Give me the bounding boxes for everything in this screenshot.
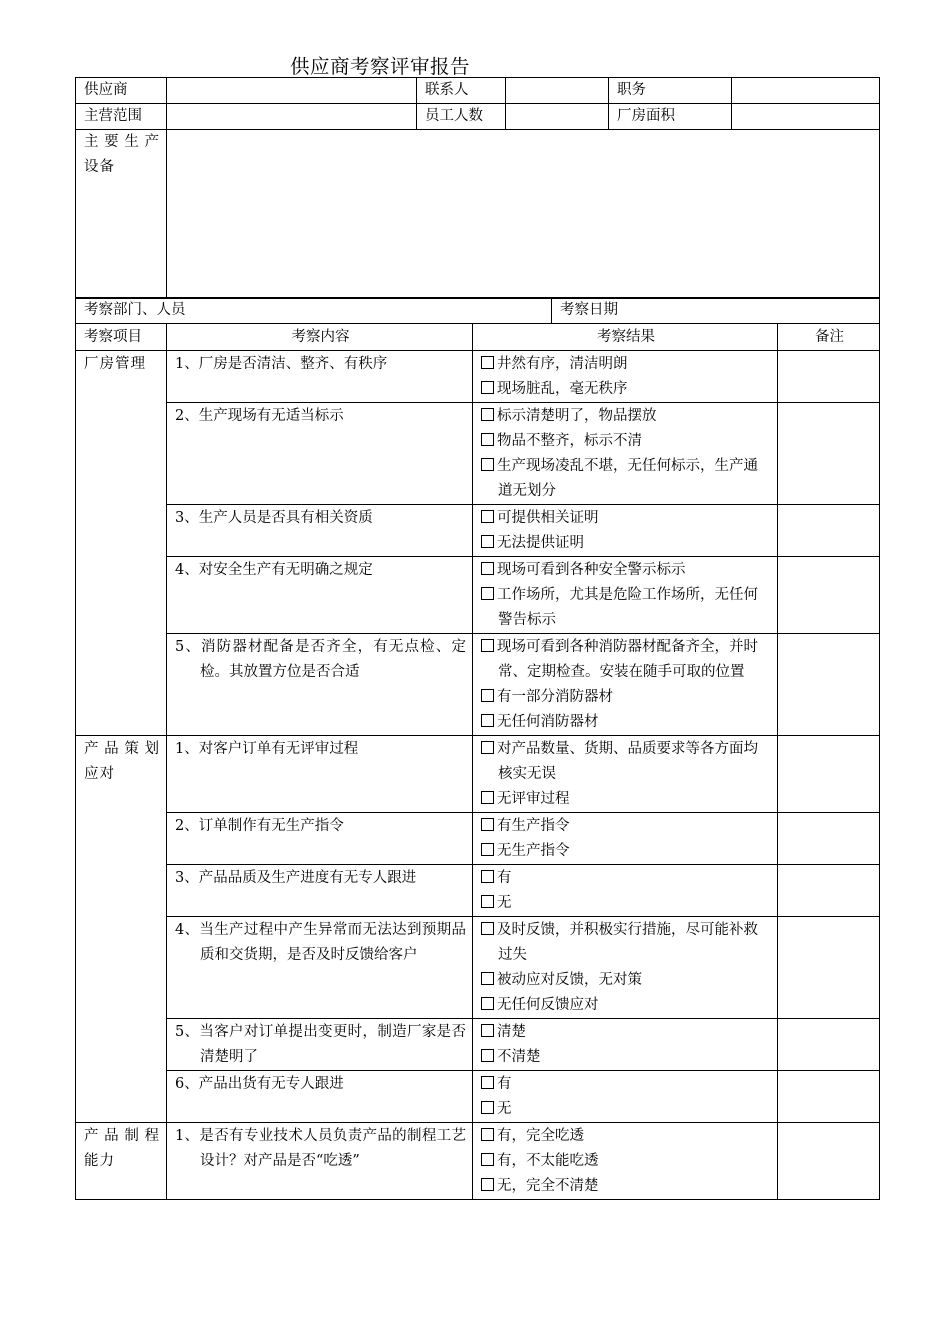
staff-count-label: 员工人数	[417, 104, 506, 130]
inspection-content	[167, 1071, 473, 1123]
result-option[interactable]	[481, 583, 771, 633]
remark-field[interactable]	[778, 1071, 880, 1123]
contact-label: 联系人	[417, 78, 506, 104]
inspection-content-text: 4、对安全生产有无明确之规定	[175, 562, 373, 578]
result-option-label: 物品不整齐，标示不清	[497, 433, 642, 449]
business-scope-label: 主营范围	[76, 104, 167, 130]
result-option-label: 有	[497, 870, 512, 886]
table-row	[76, 403, 880, 505]
col-header-item: 考察项目	[76, 324, 167, 351]
inspection-content	[167, 505, 473, 557]
result-option[interactable]	[481, 506, 771, 531]
inspection-result	[473, 505, 778, 557]
inspection-result	[473, 1123, 778, 1200]
result-option[interactable]	[481, 352, 771, 377]
result-option-label: 井然有序，清洁明朗	[497, 356, 628, 372]
inspection-content	[167, 917, 473, 1019]
staff-count-field[interactable]	[506, 104, 609, 130]
result-option[interactable]	[481, 685, 771, 710]
result-option[interactable]	[481, 993, 771, 1018]
checkbox-icon[interactable]	[481, 562, 494, 575]
inspection-content	[167, 865, 473, 917]
result-option[interactable]	[481, 1097, 771, 1122]
section-name	[76, 736, 167, 1123]
inspection-result	[473, 351, 778, 403]
inspection-content	[167, 557, 473, 634]
table-row	[76, 557, 880, 634]
checkbox-icon[interactable]	[481, 895, 494, 908]
position-field[interactable]	[732, 78, 880, 104]
table-row	[76, 917, 880, 1019]
result-option-label: 对产品数量、货期、品质要求等各方面均核实无误	[497, 741, 758, 782]
result-option-label: 无	[497, 895, 512, 911]
result-option-label: 现场可看到各种安全警示标示	[497, 562, 686, 578]
inspection-content-text: 4、当生产过程中产生异常而无法达到预期品质和交货期，是否及时反馈给客户	[175, 922, 466, 963]
result-option[interactable]	[481, 558, 771, 583]
checkbox-icon[interactable]	[481, 587, 494, 600]
table-row	[76, 505, 880, 557]
checkbox-icon[interactable]	[481, 689, 494, 702]
result-option[interactable]	[481, 454, 771, 504]
checkbox-icon[interactable]	[481, 458, 494, 471]
inspection-date-label: 考察日期	[552, 298, 880, 324]
remark-field[interactable]	[778, 505, 880, 557]
checkbox-icon[interactable]	[481, 791, 494, 804]
checkbox-icon[interactable]	[481, 922, 494, 935]
inspection-content-text: 3、生产人员是否具有相关资质	[175, 510, 373, 526]
checkbox-icon[interactable]	[481, 1178, 494, 1191]
inspection-table	[75, 323, 880, 1200]
inspection-result	[473, 1071, 778, 1123]
checkbox-icon[interactable]	[481, 381, 494, 394]
result-option[interactable]	[481, 531, 771, 556]
inspection-content-text: 5、当客户对订单提出变更时，制造厂家是否清楚明了	[175, 1024, 466, 1065]
checkbox-icon[interactable]	[481, 818, 494, 831]
result-option[interactable]	[481, 429, 771, 454]
business-scope-field[interactable]	[167, 104, 417, 130]
remark-field[interactable]	[778, 813, 880, 865]
inspection-content	[167, 403, 473, 505]
remark-field[interactable]	[778, 865, 880, 917]
remark-field[interactable]	[778, 1123, 880, 1200]
result-option-label: 有生产指令	[497, 818, 570, 834]
checkbox-icon[interactable]	[481, 1049, 494, 1062]
section-name	[76, 351, 167, 736]
checkbox-icon[interactable]	[481, 741, 494, 754]
result-option[interactable]	[481, 814, 771, 839]
inspection-result	[473, 917, 778, 1019]
result-option-label: 工作场所，尤其是危险工作场所，无任何警告标示	[497, 587, 758, 628]
checkbox-icon[interactable]	[481, 1076, 494, 1089]
result-option-label: 无	[497, 1101, 512, 1117]
result-option[interactable]	[481, 1072, 771, 1097]
inspection-content	[167, 634, 473, 736]
inspection-result	[473, 865, 778, 917]
factory-area-label: 厂房面积	[609, 104, 732, 130]
result-option-label: 及时反馈，并积极实行措施，尽可能补救过失	[497, 922, 758, 963]
result-option[interactable]	[481, 710, 771, 735]
position-label: 职务	[609, 78, 732, 104]
inspection-info-table	[75, 297, 880, 324]
table-row	[76, 351, 880, 403]
inspection-dept-label: 考察部门、人员	[76, 298, 552, 324]
remark-field[interactable]	[778, 1019, 880, 1071]
inspection-content-text: 3、产品品质及生产进度有无专人跟进	[175, 870, 417, 886]
checkbox-icon[interactable]	[481, 356, 494, 369]
result-option-label: 无任何反馈应对	[497, 997, 599, 1013]
table-row	[76, 813, 880, 865]
inspection-content	[167, 736, 473, 813]
supplier-info-table	[75, 77, 880, 299]
contact-field[interactable]	[506, 78, 609, 104]
section-name-text: 厂房管理	[84, 356, 146, 372]
result-option-label: 无任何消防器材	[497, 714, 599, 730]
result-option[interactable]	[481, 787, 771, 812]
checkbox-icon[interactable]	[481, 843, 494, 856]
remark-field[interactable]	[778, 634, 880, 736]
table-row	[76, 634, 880, 736]
section-name-text: 产品制程能力	[84, 1128, 160, 1169]
result-option-label: 不清楚	[497, 1049, 541, 1065]
checkbox-icon[interactable]	[481, 535, 494, 548]
table-row	[76, 865, 880, 917]
result-option[interactable]	[481, 1124, 771, 1149]
checkbox-icon[interactable]	[481, 714, 494, 727]
page-title: 供应商考察评审报告	[290, 55, 471, 78]
checkbox-icon[interactable]	[481, 408, 494, 421]
remark-field[interactable]	[778, 557, 880, 634]
result-option[interactable]	[481, 377, 771, 402]
supplier-label: 供应商	[76, 78, 167, 104]
col-header-content: 考察内容	[167, 324, 473, 351]
inspection-result	[473, 403, 778, 505]
result-option-label: 生产现场凌乱不堪，无任何标示，生产通道无划分	[497, 458, 758, 499]
supplier-field[interactable]	[167, 78, 417, 104]
table-row	[76, 1071, 880, 1123]
result-option-label: 无法提供证明	[497, 535, 584, 551]
checkbox-icon[interactable]	[481, 972, 494, 985]
section-name	[76, 1123, 167, 1200]
main-equipment-field[interactable]	[167, 130, 880, 299]
result-option[interactable]	[481, 1174, 771, 1199]
checkbox-icon[interactable]	[481, 433, 494, 446]
inspection-result	[473, 634, 778, 736]
inspection-result	[473, 736, 778, 813]
checkbox-icon[interactable]	[481, 510, 494, 523]
inspection-content-text: 1、对客户订单有无评审过程	[175, 741, 359, 757]
col-header-result: 考察结果	[473, 324, 778, 351]
checkbox-icon[interactable]	[481, 1024, 494, 1037]
inspection-content	[167, 351, 473, 403]
result-option[interactable]	[481, 866, 771, 891]
table-row	[76, 1019, 880, 1071]
inspection-content-text: 6、产品出货有无专人跟进	[175, 1076, 344, 1092]
result-option[interactable]	[481, 737, 771, 787]
table-row	[76, 1123, 880, 1200]
result-option-label: 有，完全吃透	[497, 1128, 584, 1144]
inspection-content-text: 1、是否有专业技术人员负责产品的制程工艺设计？对产品是否“吃透”	[175, 1128, 466, 1169]
result-option[interactable]	[481, 839, 771, 864]
inspection-content	[167, 1123, 473, 1200]
remark-field[interactable]	[778, 351, 880, 403]
result-option-label: 被动应对反馈，无对策	[497, 972, 642, 988]
inspection-content	[167, 813, 473, 865]
checkbox-icon[interactable]	[481, 639, 494, 652]
checkbox-icon[interactable]	[481, 870, 494, 883]
result-option-label: 可提供相关证明	[497, 510, 599, 526]
result-option[interactable]	[481, 635, 771, 685]
checkbox-icon[interactable]	[481, 1101, 494, 1114]
inspection-result	[473, 557, 778, 634]
result-option[interactable]	[481, 404, 771, 429]
result-option-label: 无，完全不清楚	[497, 1178, 599, 1194]
result-option[interactable]	[481, 891, 771, 916]
col-header-remark: 备注	[778, 324, 880, 351]
inspection-result	[473, 813, 778, 865]
result-option[interactable]	[481, 1045, 771, 1070]
result-option-label: 有	[497, 1076, 512, 1092]
inspection-body	[76, 351, 880, 1200]
checkbox-icon[interactable]	[481, 997, 494, 1010]
checkbox-icon[interactable]	[481, 1153, 494, 1166]
inspection-content-text: 2、订单制作有无生产指令	[175, 818, 344, 834]
remark-field[interactable]	[778, 736, 880, 813]
result-option-label: 现场可看到各种消防器材配备齐全，并时常、定期检查。安装在随手可取的位置	[497, 639, 758, 680]
result-option-label: 有，不太能吃透	[497, 1153, 599, 1169]
inspection-content-text: 2、生产现场有无适当标示	[175, 408, 344, 424]
remark-field[interactable]	[778, 917, 880, 1019]
remark-field[interactable]	[778, 403, 880, 505]
result-option[interactable]	[481, 968, 771, 993]
section-name-text: 产品策划应对	[84, 741, 160, 782]
result-option-label: 现场脏乱，毫无秩序	[497, 381, 628, 397]
result-option-label: 无生产指令	[497, 843, 570, 859]
checkbox-icon[interactable]	[481, 1128, 494, 1141]
result-option-label: 有一部分消防器材	[497, 689, 613, 705]
result-option[interactable]	[481, 1020, 771, 1045]
inspection-result	[473, 1019, 778, 1071]
result-option[interactable]	[481, 918, 771, 968]
factory-area-field[interactable]	[732, 104, 880, 130]
result-option-label: 清楚	[497, 1024, 526, 1040]
inspection-content	[167, 1019, 473, 1071]
result-option-label: 无评审过程	[497, 791, 570, 807]
main-equipment-label: 主要生产设备	[76, 130, 167, 299]
inspection-content-text: 1、厂房是否清洁、整齐、有秩序	[175, 356, 388, 372]
result-option-label: 标示清楚明了，物品摆放	[497, 408, 657, 424]
result-option[interactable]	[481, 1149, 771, 1174]
table-row	[76, 736, 880, 813]
inspection-content-text: 5、消防器材配备是否齐全，有无点检、定检。其放置方位是否合适	[175, 639, 466, 680]
